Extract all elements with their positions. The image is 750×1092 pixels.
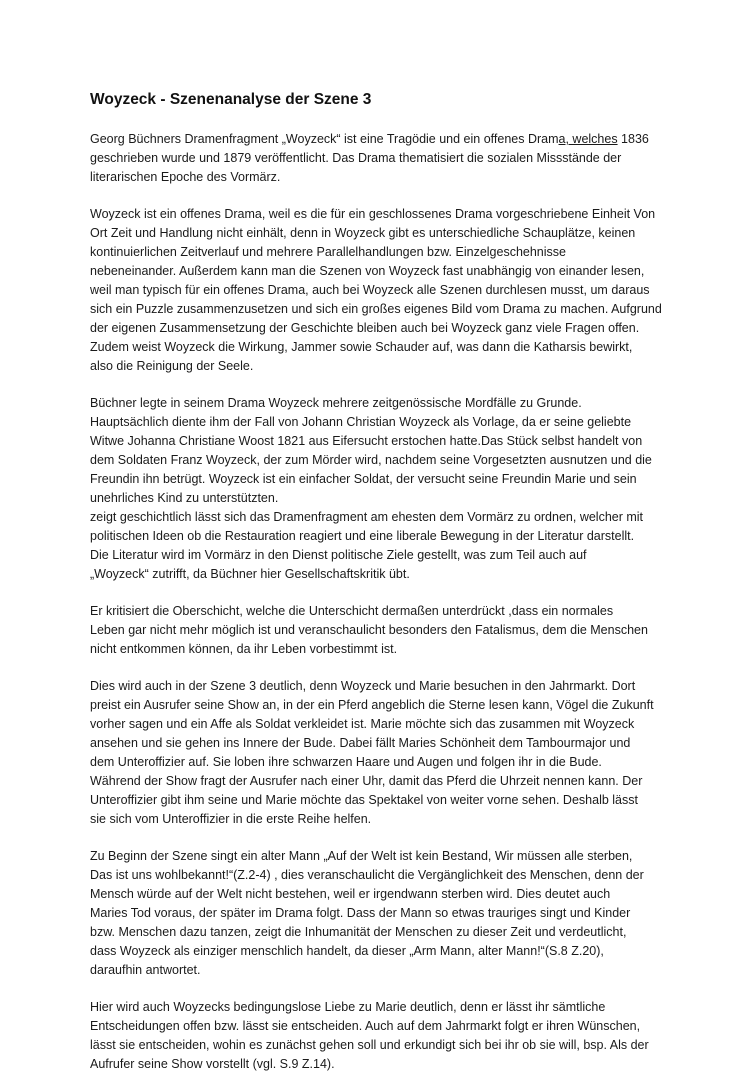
paragraph-intro-text-end: 1836 geschrieben wurde und 1879 veröffentlicht. Das Drama thematisiert die sozialen Missstände der literarischen Epoche des Vormärz. — [90, 132, 649, 184]
page-title: Woyzeck - Szenenanalyse der Szene 3 — [90, 91, 372, 108]
paragraph-critique: Er kritisiert die Oberschicht, welche die Unterschicht dermaßen unterdrückt ,dass ein normales Leben gar nicht mehr möglich ist und veranschaulicht besonders den Fatalismus, dem die Menschen nicht entkommen können, da ihr Leben vorbestimmt ist. — [90, 604, 648, 656]
paragraph-background: Büchner legte in seinem Drama Woyzeck mehrere zeitgenössische Mordfälle zu Grunde. Hauptsächlich diente ihm der Fall von Johann Christian Woyzeck als Vorlage, da er seine geliebte Witwe Johanna Christiane Woost 1821 aus Eifersucht erstochen hatte.Das Stück selbst handelt von dem Soldaten Franz Woyzeck, der zum Mörder wird, nachdem seine Vorgesetzten ausnutzen und die Freundin ihn betrügt. Woyzeck ist ein einfacher Soldat, der versucht seine Freundin Marie und sein unehrliches Kind zu unterstützten. zeigt geschichtlich lässt sich das Dramenfragment am ehesten dem Vormärz zu ordnen, welcher mit politischen Ideen ob die Restauration reagiert und eine liberale Bewegung in der Literatur darstellt. Die Literatur wird im Vormärz in den Dienst politische Ziele gestellt, was zum Teil auch auf „Woyzeck“ zutrifft, da Büchner hier Gesellschaftskritik übt. — [90, 396, 652, 581]
document-page — [90, 90, 665, 1092]
paragraph-open-drama: Woyzeck ist ein offenes Drama, weil es die für ein geschlossenes Drama vorgeschriebene Einheit Von Ort Zeit und Handlung nicht einhält, denn in Woyzeck gibt es unterschiedliche Schauplätze, keinen kontinuierlichen Zeitverlauf und mehrere Parallelhandlungen bzw. Einzelgeschehnisse nebeneinander. Außerdem kann man die Szenen von Woyzeck fast unabhängig von einander lesen, weil man typisch für ein offenes Drama, auch bei Woyzeck alle Szenen durchlesen musst, um daraus sich ein Puzzle zusammenzusetzen und sich ein großes eigenes Bild vom Drama zu machen. Aufgrund der eigenen Zusammensetzung der Geschichte bleiben auch bei Woyzeck ganz viele Fragen offen. Zudem weist Woyzeck die Wirkung, Jammer sowie Schauder auf, was dann die Katharsis bewirkt, also die Reinigung der Seele. — [90, 207, 662, 373]
paragraph-song-analysis: Zu Beginn der Szene singt ein alter Mann „Auf der Welt ist kein Bestand, Wir müssen alle sterben, Das ist uns wohlbekannt!“(Z.2-4) , dies veranschaulicht die Vergänglichkeit des Menschen, denn der Mensch würde auf der Welt nicht bestehen, weil er irgendwann sterben wird. Dies deutet auch Maries Tod voraus, der später im Drama folgt. Dass der Mann so etwas trauriges singt und Kinder bzw. Menschen dazu tanzen, zeigt die Inhumanität der Menschen zu dieser Zeit und verdeutlicht, dass Woyzeck als einziger menschlich handelt, da dieser „Arm Mann, alter Mann!“(S.8 Z.20), daraufhin antwortet. — [90, 849, 644, 977]
paragraph-intro-text-start: Georg Büchners Dramenfragment „Woyzeck“ ist eine Tragödie und ein offenes Dram — [90, 132, 559, 146]
underlined-text: a, welches — [558, 132, 618, 146]
paragraph-love: Hier wird auch Woyzecks bedingungslose Liebe zu Marie deutlich, denn er lässt ihr sämtliche Entscheidungen offen bzw. lässt sie entscheiden. Auch auf dem Jahrmarkt folgt er ihren Wünschen, lässt sie entscheiden, wohin es zunächst gehen soll und erkundigt sich bei ihr ob sie will, bsp. Als der Aufrufer seine Show vorstellt (vgl. S.9 Z.14). — [90, 1000, 649, 1071]
paragraph-intro — [90, 130, 665, 187]
paragraph-scene-summary: Dies wird auch in der Szene 3 deutlich, denn Woyzeck und Marie besuchen in den Jahrmarkt. Dort preist ein Ausrufer seine Show an, in der ein Pferd angeblich die Sterne lesen kann, Vögel die Zukunft vorher sagen und ein Affe als Soldat verkleidet ist. Marie möchte sich das zusammen mit Woyzeck ansehen und sie gehen ins Innere der Bude. Dabei fällt Maries Schönheit dem Tambourmajor und dem Unteroffizier auf. Sie loben ihre schwarzen Haare und Augen und folgen ihr in die Bude. Während der Show fragt der Ausrufer nach einer Uhr, damit das Pferd die Uhrzeit nennen kann. Der Unteroffizier gibt ihm seine und Marie möchte das Spektakel von weiter vorne sehen. Deshalb lässt sie sich vom Unteroffizier in die erste Reihe helfen. — [90, 679, 654, 826]
